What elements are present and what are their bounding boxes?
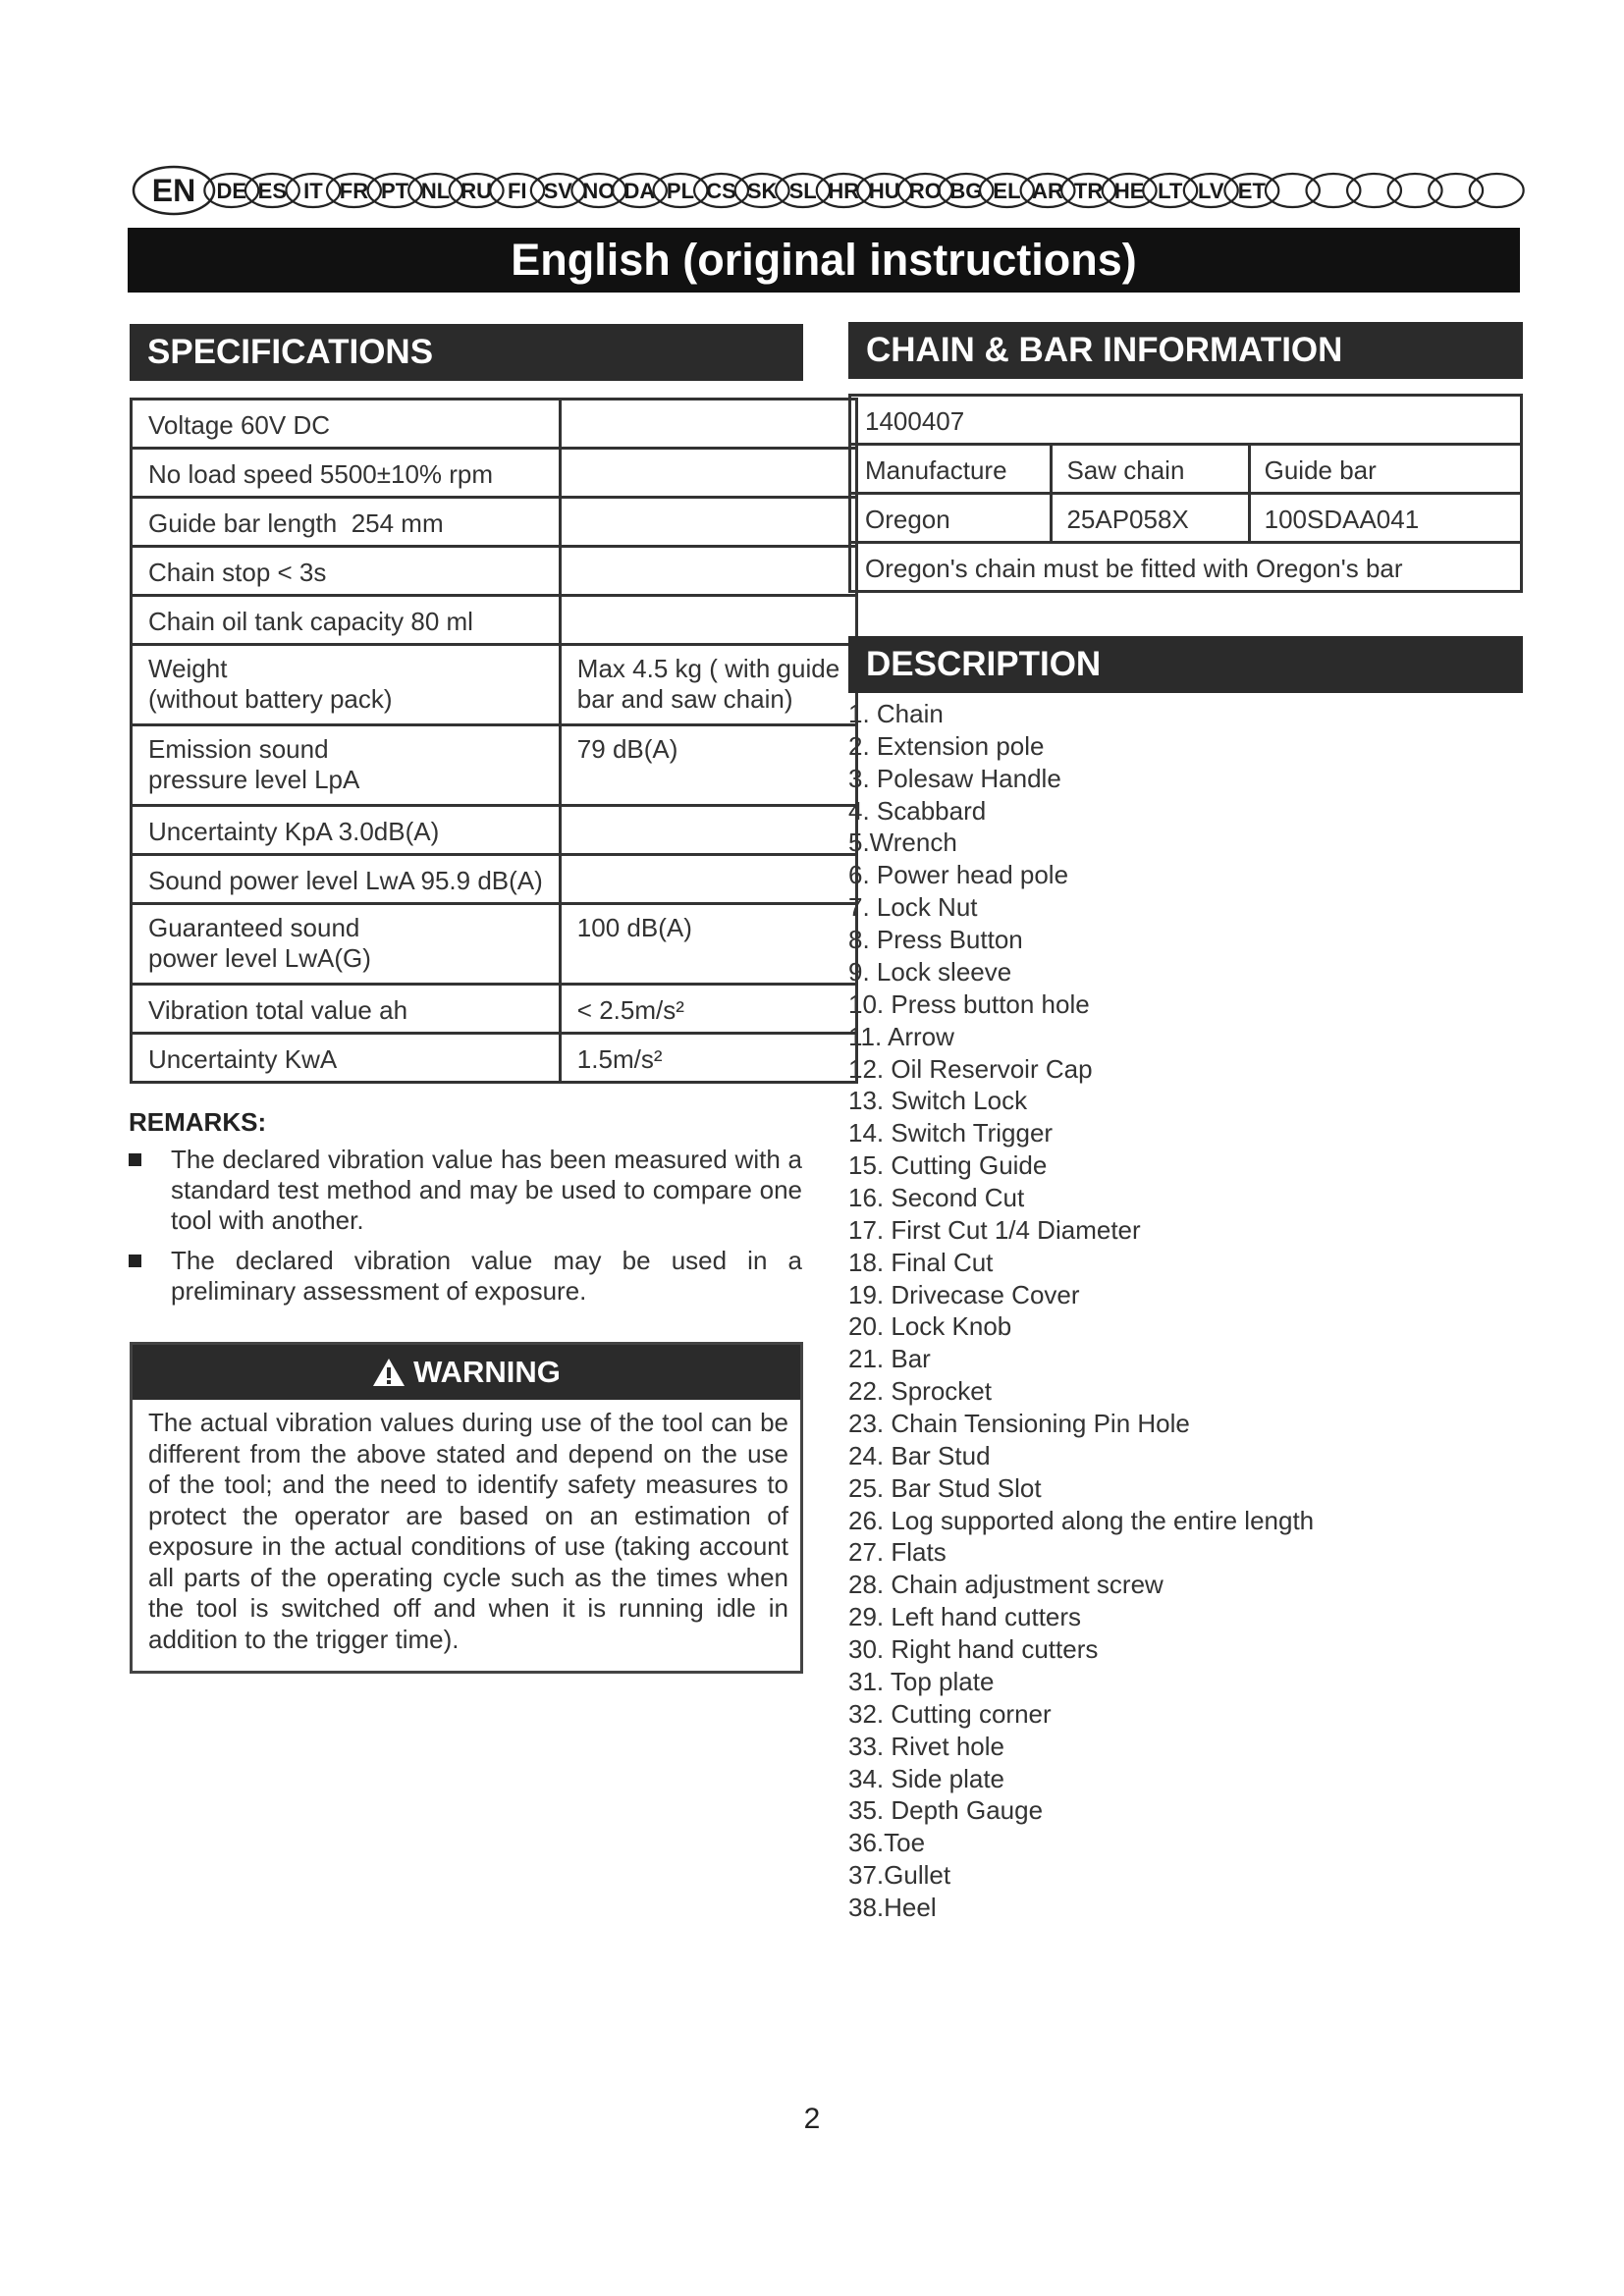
svg-text:NL: NL: [420, 179, 451, 203]
spec-value: [560, 400, 856, 449]
chain-value-guide-bar: 100SDAA041: [1249, 494, 1521, 543]
svg-text:PL: PL: [666, 179, 695, 203]
language-tab[interactable]: [613, 174, 667, 207]
svg-text:TR: TR: [1073, 179, 1104, 203]
spec-row: [132, 1034, 857, 1083]
spec-row: [132, 449, 857, 498]
spec-value: [560, 725, 856, 806]
spec-value: [560, 1034, 856, 1083]
svg-text:LT: LT: [1158, 179, 1183, 203]
spec-label-text: Emission sound pressure level LpA: [148, 734, 360, 794]
spec-label-text: Sound power level LwA 95.9 dB(A): [148, 866, 543, 895]
description-item: 32. Cutting corner: [848, 1699, 1052, 1729]
spec-label: [132, 547, 561, 596]
spec-label-text: Guide bar length 254 mm: [148, 508, 444, 538]
spec-value: [560, 449, 856, 498]
language-tab[interactable]: [286, 174, 340, 207]
chain-value-manufacture: Oregon: [850, 494, 1052, 543]
spec-value: [560, 596, 856, 645]
svg-text:SL: SL: [788, 179, 817, 203]
description-item: 25. Bar Stud Slot: [848, 1473, 1042, 1503]
language-tab[interactable]: [1224, 174, 1278, 207]
svg-text:ET: ET: [1237, 179, 1266, 203]
description-item: 34. Side plate: [848, 1764, 1005, 1793]
description-item: 21. Bar: [848, 1344, 931, 1373]
language-tab[interactable]: [1103, 174, 1157, 207]
description-item: 17. First Cut 1/4 Diameter: [848, 1215, 1141, 1245]
description-item: 36.Toe: [848, 1828, 926, 1857]
spec-label: [132, 725, 561, 806]
remarks-heading: REMARKS:: [129, 1107, 267, 1137]
svg-text:HU: HU: [868, 179, 900, 203]
description-item: 1. Chain: [848, 699, 944, 728]
language-tab[interactable]: [857, 174, 911, 207]
warning-heading-label: WARNING: [413, 1355, 561, 1389]
svg-text:RU: RU: [460, 179, 493, 203]
spec-label-text: Uncertainty KwA: [148, 1044, 338, 1074]
description-item: 18. Final Cut: [848, 1248, 994, 1277]
language-tab[interactable]: [980, 174, 1034, 207]
spec-label-text: Uncertainty KpA 3.0dB(A): [148, 817, 440, 846]
language-tab[interactable]: [735, 174, 789, 207]
description-item: 30. Right hand cutters: [848, 1634, 1099, 1664]
language-tab[interactable]: [1470, 174, 1524, 207]
svg-text:EN: EN: [151, 173, 196, 208]
svg-text:FR: FR: [339, 179, 369, 203]
spec-value-text: < 2.5m/s²: [576, 995, 684, 1025]
square-bullet-icon: [129, 1153, 141, 1166]
language-tab[interactable]: [817, 174, 871, 207]
language-tab[interactable]: [1429, 174, 1483, 207]
svg-text:AR: AR: [1032, 179, 1063, 203]
language-tab[interactable]: [490, 174, 544, 207]
svg-text:SK: SK: [746, 179, 778, 203]
spec-value-text: 100 dB(A): [576, 913, 692, 942]
svg-text:HE: HE: [1113, 179, 1145, 203]
warning-text: The actual vibration values during use of the tool can be different from the above stated and depend on the use of the tool; and the need to identify safety measures to protect the operator are based on an estimation of exposure in the actual conditions of use (taking account all parts of the operating cycle such as the times when the tool is switched off and when it is running idle in addition to the trigger time).: [148, 1408, 788, 1654]
description-item: 37.Gullet: [848, 1860, 951, 1890]
language-tab[interactable]: [1061, 174, 1115, 207]
language-tab[interactable]: [654, 174, 708, 207]
spec-label: [132, 498, 561, 547]
spec-row: [132, 645, 857, 725]
warning-heading: [133, 1345, 800, 1400]
svg-text:IT: IT: [303, 179, 323, 203]
description-item: 13. Switch Lock: [848, 1086, 1028, 1115]
language-tabs: [133, 167, 1522, 216]
chain-value-saw-chain: 25AP058X: [1052, 494, 1249, 543]
description-item: 2. Extension pole: [848, 731, 1045, 761]
svg-text:ES: ES: [257, 179, 288, 203]
spec-value-text: Max 4.5 kg ( with guide bar and saw chain): [576, 654, 840, 714]
spec-label: [132, 904, 561, 985]
svg-text:SV: SV: [543, 179, 572, 203]
language-tab[interactable]: [1266, 174, 1320, 207]
description-item: 16. Second Cut: [848, 1183, 1025, 1212]
spec-label-text: Weight (without battery pack): [148, 654, 393, 714]
remark-item: The declared vibration value has been measured with a standard test method and may be used to compare one tool with another.: [129, 1145, 802, 1236]
spec-label: [132, 596, 561, 645]
svg-text:FI: FI: [507, 179, 527, 203]
spec-row: [132, 806, 857, 855]
warning-box: [130, 1342, 803, 1674]
description-item: 8. Press Button: [848, 925, 1023, 954]
spec-label: [132, 400, 561, 449]
description-item: 12. Oil Reservoir Cap: [848, 1054, 1093, 1084]
spec-row: [132, 596, 857, 645]
description-item: 20. Lock Knob: [848, 1311, 1012, 1341]
svg-text:HR: HR: [828, 179, 860, 203]
spec-row: [132, 547, 857, 596]
description-item: 31. Top plate: [848, 1667, 995, 1696]
chain-bar-heading: CHAIN & BAR INFORMATION: [848, 322, 1523, 379]
language-tab[interactable]: [531, 174, 585, 207]
description-item: 23. Chain Tensioning Pin Hole: [848, 1409, 1190, 1438]
spec-label: [132, 449, 561, 498]
svg-text:BG: BG: [949, 179, 983, 203]
description-item: 9. Lock sleeve: [848, 957, 1012, 987]
description-item: 22. Sprocket: [848, 1376, 992, 1406]
language-tab[interactable]: [939, 174, 993, 207]
page-title: English (original instructions): [128, 228, 1520, 293]
description-item: 4. Scabbard: [848, 796, 987, 826]
svg-text:EL: EL: [993, 179, 1021, 203]
description-heading: DESCRIPTION: [848, 636, 1523, 693]
description-item: 7. Lock Nut: [848, 892, 978, 922]
svg-text:PT: PT: [380, 179, 409, 203]
svg-text:LV: LV: [1198, 179, 1224, 203]
chain-header-saw-chain: Saw chain: [1052, 445, 1249, 494]
spec-label: [132, 645, 561, 725]
specifications-table: [130, 398, 858, 1084]
spec-value: [560, 904, 856, 985]
spec-row: [132, 498, 857, 547]
spec-label-text: Vibration total value ah: [148, 995, 408, 1025]
spec-row: [132, 725, 857, 806]
language-tab[interactable]: [327, 174, 381, 207]
spec-value: [560, 985, 856, 1034]
language-tab[interactable]: [1388, 174, 1442, 207]
specifications-heading: SPECIFICATIONS: [130, 324, 803, 381]
warning-triangle-icon: [372, 1358, 406, 1387]
chain-model-number: 1400407: [850, 396, 1522, 445]
square-bullet-icon: [129, 1255, 141, 1267]
remark-item: The declared vibration value may be used in a preliminary assessment of exposure.: [129, 1246, 802, 1307]
description-item: 29. Left hand cutters: [848, 1602, 1082, 1631]
description-item: 11. Arrow: [848, 1022, 954, 1051]
svg-text:DA: DA: [623, 179, 656, 203]
chain-bar-note: Oregon's chain must be fitted with Oregon's bar: [850, 543, 1522, 592]
language-tab[interactable]: [776, 174, 830, 207]
chain-bar-table: [848, 394, 1523, 593]
spec-label-text: No load speed 5500±10% rpm: [148, 459, 494, 489]
language-tabs-graphic: [133, 167, 1522, 216]
description-item: 26. Log supported along the entire length: [848, 1506, 1315, 1535]
language-tab[interactable]: [1021, 174, 1075, 207]
spec-row: [132, 855, 857, 904]
svg-text:CS: CS: [706, 179, 736, 203]
spec-value: [560, 498, 856, 547]
spec-row: [132, 904, 857, 985]
spec-row: [132, 400, 857, 449]
svg-text:RO: RO: [908, 179, 942, 203]
language-tab[interactable]: [571, 174, 625, 207]
description-item: 14. Switch Trigger: [848, 1118, 1054, 1148]
language-tab[interactable]: [368, 174, 422, 207]
chain-header-guide-bar: Guide bar: [1249, 445, 1521, 494]
language-tab[interactable]: [1347, 174, 1401, 207]
spec-label: [132, 855, 561, 904]
description-item: 35. Depth Gauge: [848, 1795, 1044, 1825]
description-item: 38.Heel: [848, 1893, 937, 1922]
spec-value-text: 1.5m/s²: [576, 1044, 663, 1074]
description-item: 3. Polesaw Handle: [848, 764, 1061, 793]
spec-label-text: Guaranteed sound power level LwA(G): [148, 913, 371, 973]
language-tab[interactable]: [450, 174, 504, 207]
spec-label-text: Chain oil tank capacity 80 ml: [148, 607, 473, 636]
spec-value: [560, 855, 856, 904]
description-item: 24. Bar Stud: [848, 1441, 991, 1470]
language-tab-active[interactable]: [134, 167, 214, 214]
spec-value-text: 79 dB(A): [576, 734, 678, 764]
spec-label: [132, 1034, 561, 1083]
spec-value: [560, 645, 856, 725]
description-item: 19. Drivecase Cover: [848, 1280, 1080, 1309]
description-item: 15. Cutting Guide: [848, 1150, 1048, 1180]
svg-text:NO: NO: [582, 179, 616, 203]
page-number: 2: [803, 2103, 821, 2135]
spec-value: [560, 806, 856, 855]
description-item: 27. Flats: [848, 1537, 947, 1567]
language-tab[interactable]: [898, 174, 952, 207]
language-tab[interactable]: [694, 174, 748, 207]
description-item: 33. Rivet hole: [848, 1732, 1004, 1761]
spec-label-text: Chain stop < 3s: [148, 558, 327, 587]
spec-label: [132, 806, 561, 855]
description-item: 10. Press button hole: [848, 989, 1090, 1019]
language-tab[interactable]: [1184, 174, 1238, 207]
description-item: 6. Power head pole: [848, 860, 1069, 889]
language-tab[interactable]: [245, 174, 299, 207]
language-tab[interactable]: [1143, 174, 1197, 207]
spec-value: [560, 547, 856, 596]
spec-label: [132, 985, 561, 1034]
language-tab[interactable]: [1307, 174, 1361, 207]
spec-label-text: Voltage 60V DC: [148, 410, 331, 440]
description-item: 5.Wrench: [848, 828, 957, 857]
description-item: 28. Chain adjustment screw: [848, 1570, 1164, 1599]
chain-header-manufacture: Manufacture: [850, 445, 1052, 494]
svg-text:DE: DE: [216, 179, 247, 203]
language-tab[interactable]: [408, 174, 462, 207]
spec-row: [132, 985, 857, 1034]
